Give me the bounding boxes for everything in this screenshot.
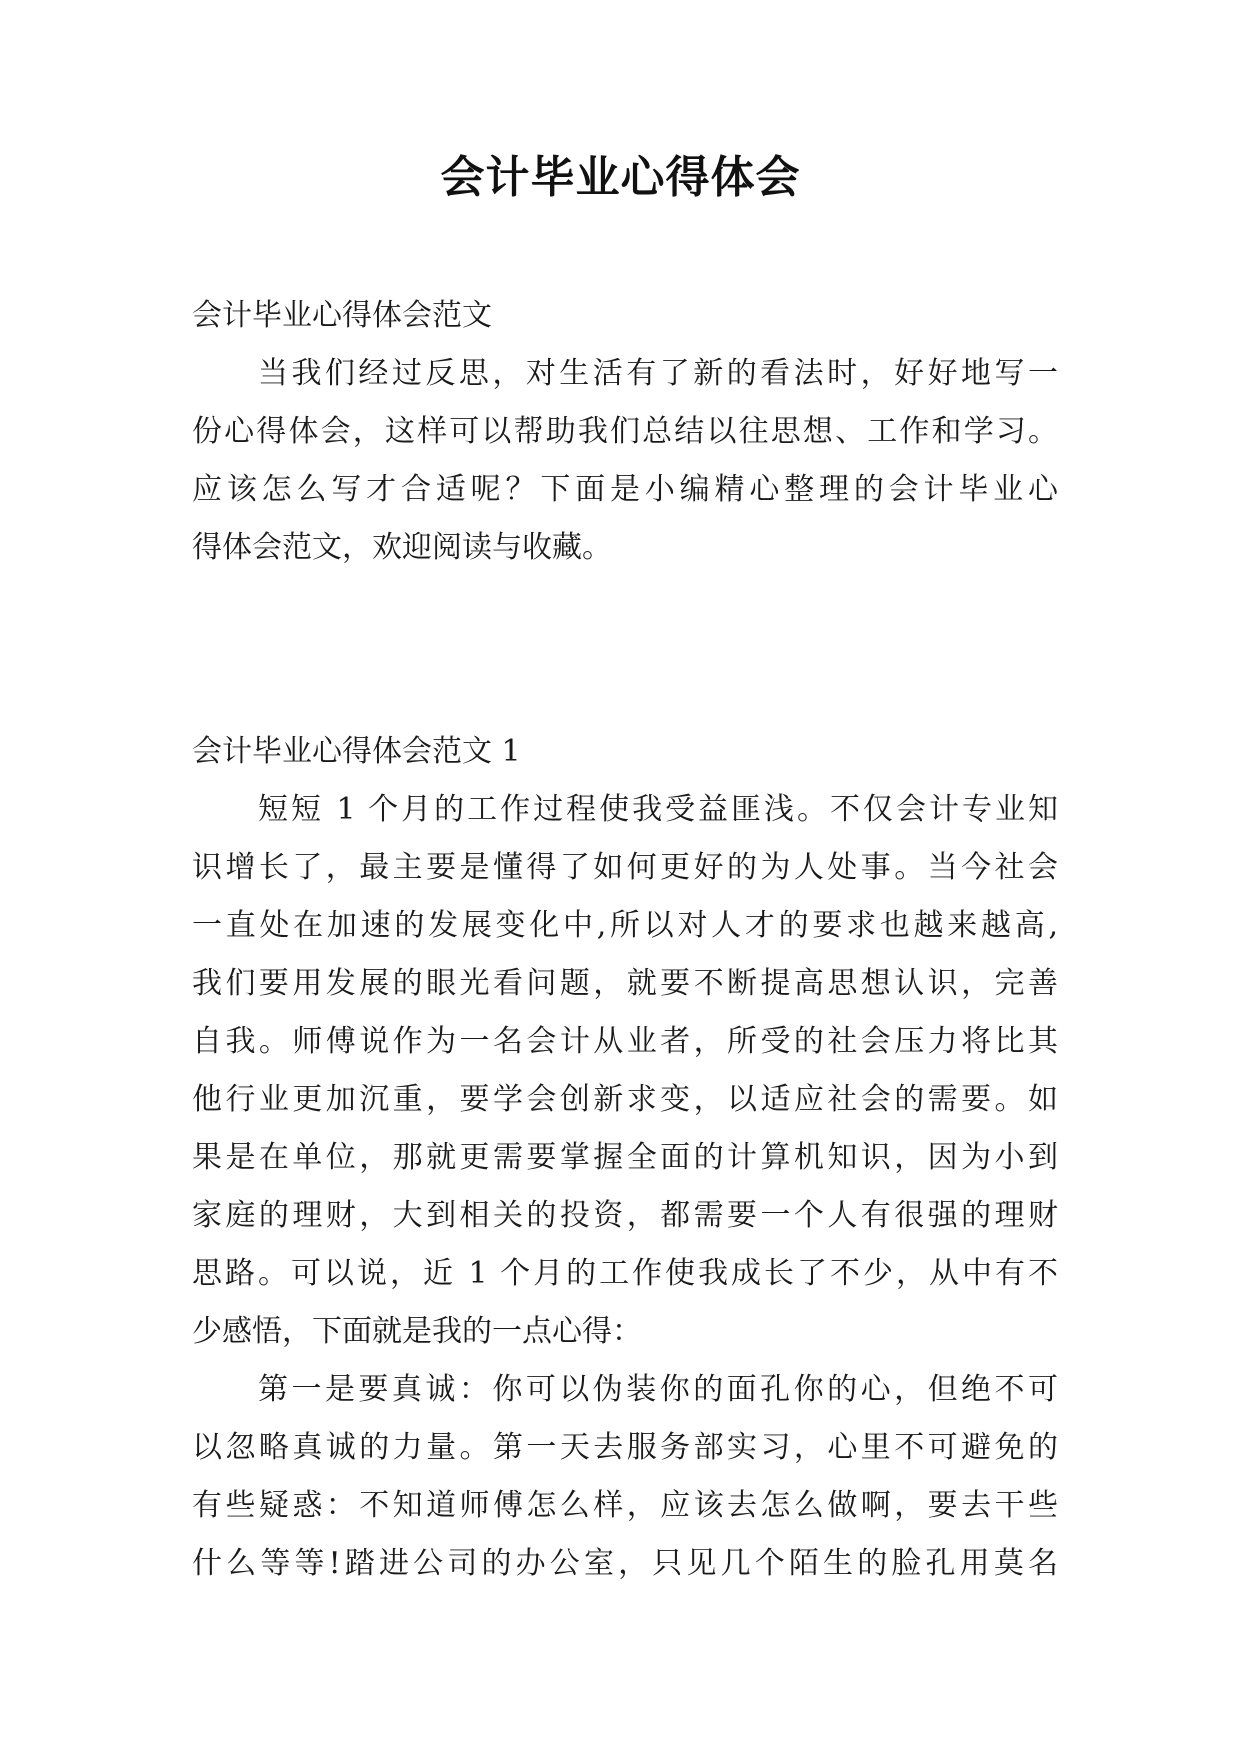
paragraph-line: 得体会范文，欢迎阅读与收藏。 <box>192 530 612 565</box>
paragraph-line: 他行业更加沉重，要学会创新求变，以适应社会的需要。如 <box>192 1082 1058 1117</box>
paragraph-line: 我们要用发展的眼光看问题，就要不断提高思想认识，完善 <box>192 966 1058 1001</box>
document-subtitle: 会计毕业心得体会范文 <box>192 298 492 333</box>
paragraph-line: 当我们经过反思，对生活有了新的看法时，好好地写一 <box>258 356 1058 391</box>
paragraph-2 <box>192 1361 1058 1593</box>
paragraph-line: 以忽略真诚的力量。第一天去服务部实习，心里不可避免的 <box>192 1430 1058 1465</box>
paragraph-1 <box>192 781 1058 1361</box>
paragraph-line: 果是在单位，那就更需要掌握全面的计算机知识，因为小到 <box>192 1140 1058 1175</box>
paragraph-line: 家庭的理财，大到相关的投资，都需要一个人有很强的理财 <box>192 1198 1058 1233</box>
paragraph-line: 自我。师傅说作为一名会计从业者，所受的社会压力将比其 <box>192 1024 1058 1059</box>
document-body <box>192 287 1058 1593</box>
paragraph-line: 一直处在加速的发展变化中,所以对人才的要求也越来越高, <box>192 908 1058 943</box>
intro-paragraph <box>192 345 1058 577</box>
document-title: 会计毕业心得体会 <box>440 152 801 203</box>
paragraph-line: 思路。可以说，近 1 个月的工作使我成长了不少，从中有不 <box>192 1256 1058 1291</box>
paragraph-line: 什么等等!踏进公司的办公室，只见几个陌生的脸孔用莫名 <box>192 1546 1058 1581</box>
section-spacer <box>192 577 1058 723</box>
paragraph-line: 短短 1 个月的工作过程使我受益匪浅。不仅会计专业知 <box>258 792 1058 827</box>
section-heading: 会计毕业心得体会范文 1 <box>192 734 521 769</box>
paragraph-line: 识增长了，最主要是懂得了如何更好的为人处事。当今社会 <box>192 850 1058 885</box>
paragraph-line: 应该怎么写才合适呢？下面是小编精心整理的会计毕业心 <box>192 472 1058 507</box>
paragraph-line: 少感悟，下面就是我的一点心得： <box>192 1314 642 1349</box>
paragraph-line: 份心得体会，这样可以帮助我们总结以往思想、工作和学习。 <box>192 414 1058 449</box>
paragraph-line: 有些疑惑：不知道师傅怎么样，应该去怎么做啊，要去干些 <box>192 1488 1058 1523</box>
paragraph-line: 第一是要真诚：你可以伪装你的面孔你的心，但绝不可 <box>258 1372 1058 1407</box>
